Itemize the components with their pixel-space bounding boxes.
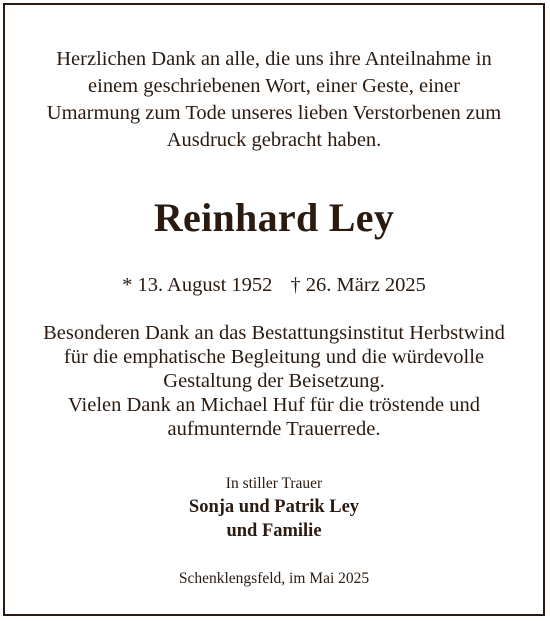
family-names [5, 495, 543, 543]
family-line: Sonja und Patrik Ley [188, 497, 360, 517]
thanks-text [5, 321, 543, 441]
deceased-name: Reinhard Ley [153, 195, 395, 240]
birth-date: * 13. August 1952 [122, 274, 273, 296]
obituary-card [3, 3, 545, 616]
intro-line: Umarmung zum Tode unseres lieben Verstorbenen zum [46, 102, 502, 124]
intro-line: Herzlichen Dank an alle, die uns ihre Anteilnahme in [56, 48, 492, 70]
intro-line: einem geschriebenen Wort, einer Geste, einer [88, 75, 460, 97]
mourning-text: In stiller Trauer [225, 475, 323, 492]
thanks-line: Vielen Dank an Michael Huf für die tröstende und [67, 394, 481, 416]
intro-text [5, 46, 543, 154]
family-line: und Familie [226, 521, 322, 541]
place-date: Schenklengsfeld, im Mai 2025 [178, 570, 370, 587]
thanks-line: Besonderen Dank an das Bestattungsinstitut Herbstwind [43, 322, 505, 344]
life-dates [5, 272, 543, 299]
thanks-line: für die emphatische Begleitung und die würdevolle [63, 346, 485, 368]
thanks-line: aufmunternde Trauerrede. [167, 418, 381, 440]
death-date: † 26. März 2025 [290, 274, 426, 296]
thanks-line: Gestaltung der Beisetzung. [163, 370, 385, 392]
intro-line: Ausdruck gebracht haben. [166, 129, 382, 151]
